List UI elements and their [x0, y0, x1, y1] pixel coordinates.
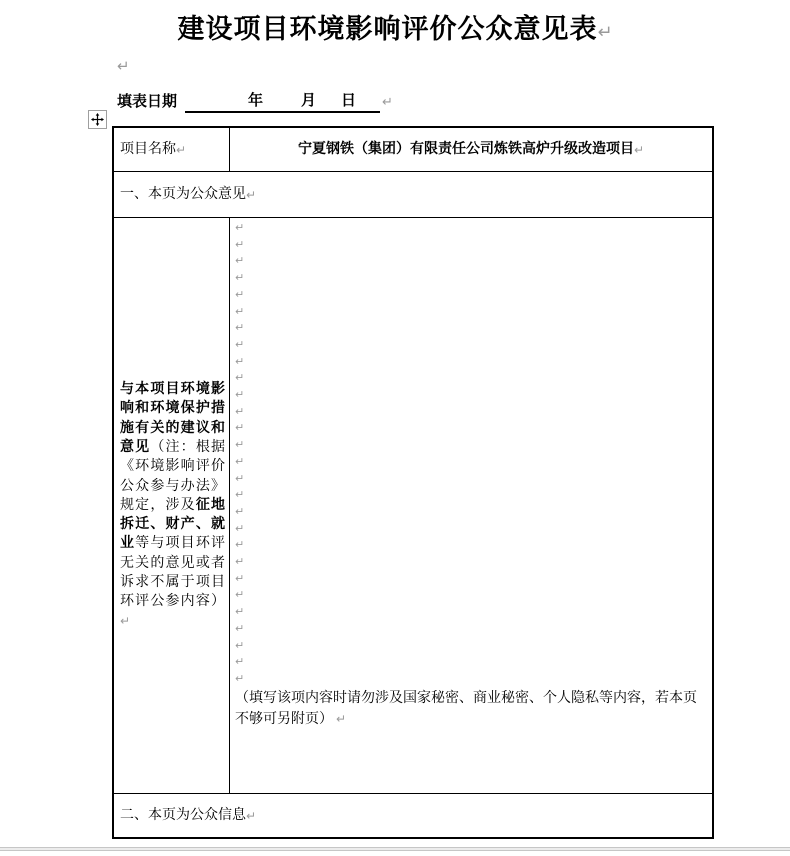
empty-paragraph-mark: ↵ — [235, 421, 245, 435]
opinion-prompt-cell — [114, 218, 230, 793]
section-2-header-cell — [114, 794, 712, 837]
empty-paragraph-mark: ↵ — [235, 371, 245, 385]
empty-paragraph-mark: ↵ — [235, 571, 245, 585]
empty-paragraph-mark: ↵ — [117, 57, 130, 75]
empty-paragraph-mark: ↵ — [235, 354, 245, 368]
section-1-header-cell — [114, 172, 712, 217]
empty-paragraph-mark: ↵ — [235, 404, 245, 418]
empty-paragraph-mark: ↵ — [235, 471, 245, 485]
empty-paragraphs — [235, 220, 709, 688]
table-row — [114, 218, 712, 794]
table-move-handle-icon[interactable] — [88, 110, 107, 129]
empty-paragraph-mark: ↵ — [235, 588, 245, 602]
project-name-value: 宁夏钢铁（集团）有限责任公司炼铁高炉升级改造项目 — [297, 141, 634, 157]
empty-paragraph-mark: ↵ — [235, 321, 245, 335]
empty-paragraph-mark: ↵ — [235, 438, 245, 452]
month-label: 月 — [301, 93, 317, 109]
table-row — [114, 794, 712, 837]
empty-paragraph-mark: ↵ — [235, 454, 245, 468]
empty-paragraph-mark: ↵ — [235, 488, 245, 502]
empty-paragraph-mark: ↵ — [235, 221, 245, 234]
empty-paragraph-mark: ↵ — [235, 254, 245, 268]
project-name-label: 项目名称 — [120, 141, 176, 157]
fill-date-label: 填表日期 — [117, 94, 178, 110]
empty-paragraph-mark: ↵ — [235, 638, 245, 652]
empty-paragraph-mark: ↵ — [235, 271, 245, 285]
paragraph-mark-icon: ↵ — [633, 142, 645, 157]
page-title — [0, 12, 790, 50]
year-label: 年 — [248, 93, 264, 109]
empty-paragraph-mark: ↵ — [235, 655, 245, 669]
project-name-label-cell — [114, 128, 230, 171]
prompt-bold-segment: 征地拆迁、财产、就业 — [120, 497, 226, 552]
paragraph-mark-icon: ↵ — [246, 187, 257, 202]
section-2-title: 二、本页为公众信息 — [120, 807, 246, 823]
page-break-line — [0, 847, 790, 851]
empty-paragraph-mark: ↵ — [235, 504, 245, 518]
empty-paragraph-mark: ↵ — [235, 388, 245, 402]
paragraph-mark-icon: ↵ — [176, 142, 187, 157]
table-row — [114, 172, 712, 218]
opinion-prompt-text — [120, 380, 225, 631]
paragraph-mark-icon: ↵ — [597, 22, 613, 43]
day-label: 日 — [341, 93, 357, 109]
empty-paragraph-mark: ↵ — [235, 555, 245, 569]
empty-paragraph-mark: ↵ — [235, 304, 245, 318]
empty-paragraph-mark: ↵ — [235, 337, 245, 351]
move-arrows-icon — [91, 113, 104, 126]
table-row — [114, 128, 712, 172]
opinion-input-cell[interactable] — [230, 218, 712, 793]
prompt-normal-segment: （注：根据《环境影响评价公众参与办法》规定，涉及 — [120, 439, 226, 513]
empty-paragraph-mark: ↵ — [235, 671, 245, 685]
privacy-note-text: （填写该项内容时请勿涉及国家秘密、商业秘密、个人隐私等内容，若本页不够可另附页） — [235, 690, 697, 727]
paragraph-mark-icon: ↵ — [382, 95, 393, 110]
empty-paragraph-mark: ↵ — [235, 621, 245, 635]
empty-paragraph-mark: ↵ — [235, 287, 245, 301]
empty-paragraph-mark: ↵ — [235, 605, 245, 619]
prompt-normal-segment: 等与项目环评无关的意见或者诉求不属于项目环评公参内容） — [120, 536, 226, 610]
empty-paragraph-mark: ↵ — [235, 237, 245, 251]
section-1-title: 一、本页为公众意见 — [120, 186, 246, 202]
paragraph-mark-icon: ↵ — [120, 613, 131, 628]
prompt-bold-segment: 与本项目环境影响和环境保护措施有关的建议和意见 — [120, 382, 225, 455]
privacy-note — [235, 689, 709, 730]
empty-paragraph-mark: ↵ — [235, 521, 245, 535]
empty-paragraph-mark: ↵ — [235, 538, 245, 552]
project-name-value-cell — [230, 128, 712, 171]
opinion-form-table — [112, 126, 714, 839]
fill-date-blank[interactable] — [185, 91, 380, 113]
paragraph-mark-icon: ↵ — [336, 711, 347, 726]
paragraph-mark-icon: ↵ — [246, 808, 257, 823]
page-title-text: 建设项目环境影响评价公众意见表 — [177, 14, 598, 44]
fill-date-line — [117, 91, 393, 113]
